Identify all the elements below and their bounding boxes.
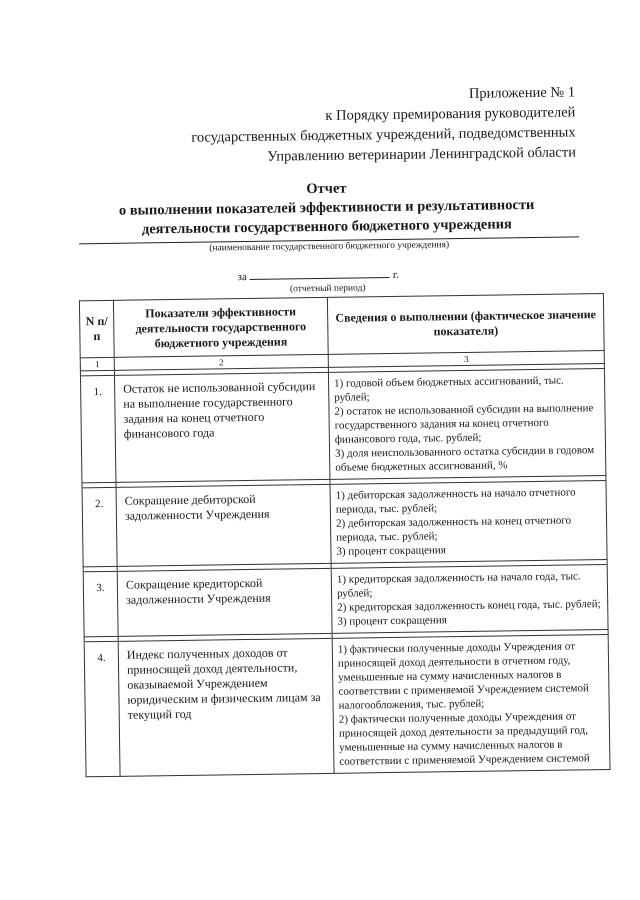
indicators-table <box>79 293 611 777</box>
table-row <box>82 481 607 567</box>
table-row <box>84 634 610 776</box>
info-item: 2) фактически полученные доходы Учреждения от приносящей доход деятельности за предыдущий год, уменьшенные на сумму начисленных налогов в соответствии с применяемой Учреждением системой <box>338 710 590 768</box>
appendix-line-2: к Порядку премирования руководителей <box>325 104 576 124</box>
col-number-1: 1 <box>80 357 114 370</box>
period-blank <box>250 277 390 280</box>
title-line-1: Отчет <box>306 180 347 198</box>
row-indicator: Остаток не использованной субсидии на выполнение государственного задания на конец отчетного финансового года <box>114 372 329 482</box>
table-row <box>80 369 605 483</box>
info-item: 1) дебиторская задолженность на начало отчетного периода, тыс. рублей; <box>335 486 576 516</box>
info-item: 1) фактически полученные доходы Учреждения от приносящей доход деятельности в отчетном году, уменьшенные на сумму начисленных налогов в соответствии с применяемой Учреждением системой налогообложения, тыс. рублей; <box>337 640 589 712</box>
info-item: 2) остаток не использованной субсидии на выполнение государственного задания на конец отчетного финансового года, тыс. рублей; <box>334 402 594 446</box>
row-indicator: Индекс полученных доходов от приносящей доход деятельности, оказываемой Учреждением юридическим и физическим лицам за текущий год <box>118 638 334 776</box>
title-line-3: деятельности государственного бюджетного учреждения <box>141 216 512 238</box>
period-suffix: г. <box>392 268 399 281</box>
col-number-3: 3 <box>328 351 604 368</box>
row-num: 3. <box>83 571 118 636</box>
table-row <box>83 565 608 637</box>
org-name-caption: (наименование государственного бюджетного учреждения) <box>209 240 450 254</box>
report-title <box>76 176 577 240</box>
row-indicator: Сокращение дебиторской задолженности Учреждения <box>116 484 331 566</box>
header-info: Сведения о выполнении (фактическое значение показателя) <box>327 294 604 355</box>
appendix-line-1: Приложение № 1 <box>468 84 576 102</box>
info-item: 3) процент сокращения <box>336 544 446 558</box>
period-line <box>238 269 399 283</box>
appendix-line-3: государственных бюджетных учреждений, подведомственных <box>191 124 576 146</box>
period-prefix: за <box>237 271 247 284</box>
row-num: 1. <box>80 375 115 482</box>
info-item: 3) доля неиспользованного остатка субсидии в годовом объеме бюджетных ассигнований, % <box>334 444 595 474</box>
header-num: N п/п <box>79 300 114 357</box>
appendix-header <box>191 82 576 167</box>
row-info <box>328 369 605 480</box>
row-info <box>331 565 608 634</box>
period-caption: (отчетный период) <box>289 283 366 295</box>
info-item: 1) кредиторская задолженность на начало года, тыс. рублей; <box>336 570 581 600</box>
row-info <box>330 481 607 564</box>
title-line-2: о выполнении показателей эффективности и результативности <box>118 196 535 219</box>
row-info <box>332 634 610 773</box>
info-item: 2) кредиторская задолженность конец года, тыс. рублей; <box>337 598 601 614</box>
appendix-line-4: Управлению ветеринарии Ленинградской области <box>267 144 577 165</box>
table-header-row <box>79 294 604 358</box>
info-item: 2) дебиторская задолженность на конец отчетного периода, тыс. рублей; <box>335 514 572 544</box>
info-item: 1) годовой объем бюджетных ассигнований, тыс. рублей; <box>334 374 564 404</box>
row-num: 4. <box>84 641 120 776</box>
row-indicator: Сокращение кредиторской задолженности Учреждения <box>117 568 332 636</box>
info-item: 3) процент сокращения <box>337 614 447 628</box>
col-number-2: 2 <box>114 354 328 370</box>
header-indicator: Показатели эффективности деятельности государственного бюджетного учреждения <box>113 297 328 357</box>
row-num: 2. <box>82 487 117 566</box>
